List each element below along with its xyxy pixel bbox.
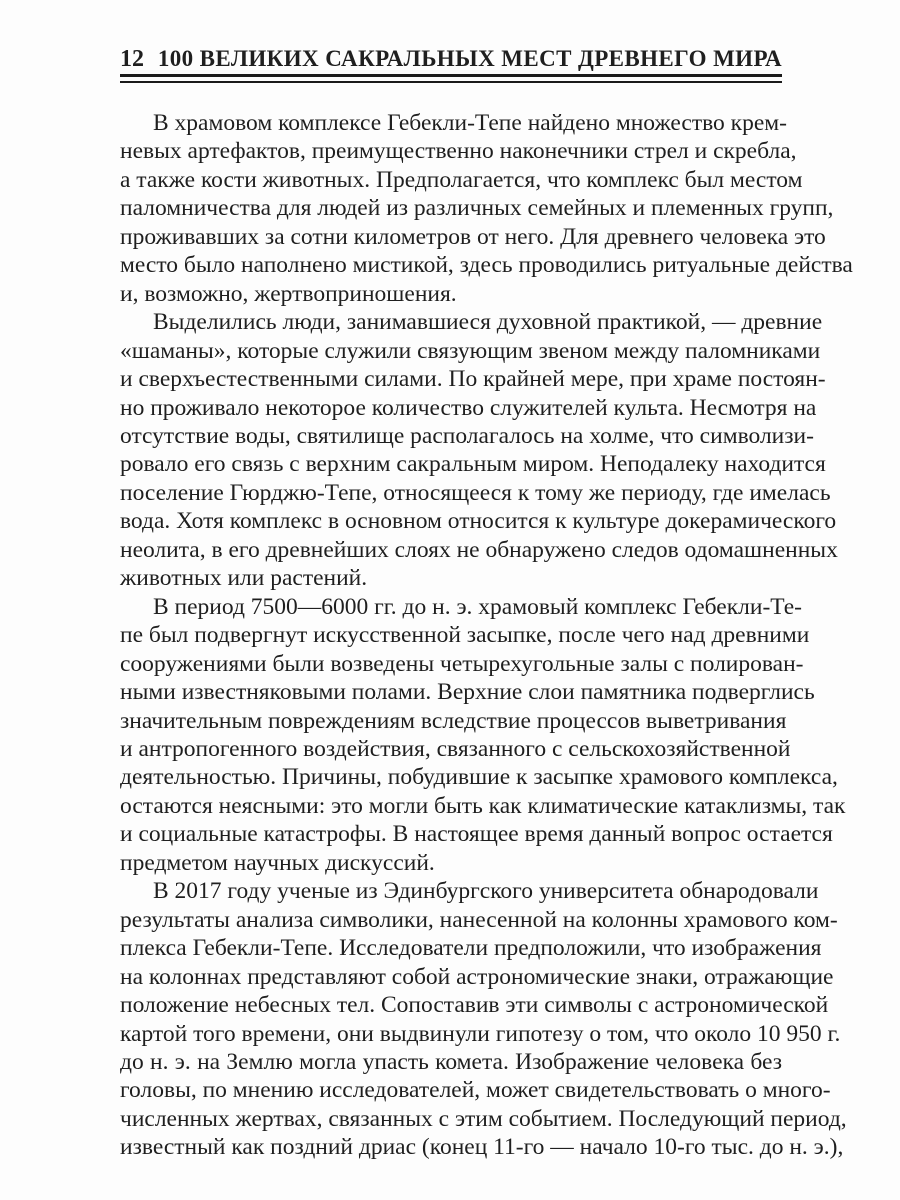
text-line: и социальные катастрофы. В настоящее время данный вопрос остается [120,821,833,848]
paragraph [120,109,853,308]
text-line: а также кости животных. Предполагается, что комплекс был местом [120,166,803,193]
text-line: отсутствие воды, святилище располагалось на холме, что символизи- [120,422,814,449]
text-line: невых артефактов, преимущественно наконечники стрел и скребла, [120,138,797,165]
text-line: вода. Хотя комплекс в основном относится к культуре докерамического [120,508,837,535]
text-line: сооружениями были возведены четырехугольные залы с полирован- [120,650,804,677]
page-number: 12 [120,46,144,72]
text-line: картой того времени, они выдвинули гипотезу о том, что около 10 950 г. [120,1020,841,1047]
text-line: животных или растений. [120,565,368,592]
text-line: ными известняковыми полами. Верхние слои памятника подверглись [120,679,815,706]
body-text [120,109,853,1162]
text-line: положение небесных тел. Сопоставив эти символы с астрономической [120,992,829,1019]
text-line: В 2017 году ученые из Эдинбургского университета обнародовали [153,878,819,905]
paragraph [120,308,838,593]
text-line: плекса Гебекли-Тепе. Исследователи предположили, что изображения [120,935,822,962]
text-line: численных жертвах, связанных с этим событием. Последующий период, [120,1105,847,1132]
text-line: «шаманы», которые служили связующим звеном между паломниками [120,337,821,364]
paragraph [120,877,847,1162]
text-line: до н. э. на Землю могла упасть комета. Изображение человека без [120,1048,782,1075]
text-line: но проживало некоторое количество служителей культа. Несмотря на [120,394,817,421]
text-line: на колоннах представляют собой астрономические знаки, отражающие [120,963,834,990]
text-line: деятельностью. Причины, побудившие к засыпке храмового комплекса, [120,764,838,791]
text-line: проживавших за сотни километров от него. Для древнего человека это [120,223,826,250]
text-line: остаются неясными: это могли быть как климатические катаклизмы, так [120,792,846,819]
text-line: и антропогенного воздействия, связанного с сельскохозяйственной [120,735,791,762]
page-content [120,46,853,1162]
text-line: неолита, в его древнейших слоях не обнаружено следов одомашненных [120,536,838,563]
text-line: паломничества для людей из различных семейных и племенных групп, [120,195,834,222]
text-line: В период 7500—6000 гг. до н. э. храмовый комплекс Гебекли-Те- [153,593,803,620]
text-line: и сверхъестественными силами. По крайней мере, при храме постоян- [120,366,826,393]
text-line: В храмовом комплексе Гебекли-Тепе найдено множество крем- [153,110,787,136]
text-line: результаты анализа символики, нанесенной на колонны храмового ком- [120,906,838,933]
text-line: предметом научных дискуссий. [120,849,435,876]
text-line: и, возможно, жертвоприношения. [120,280,457,307]
text-line: место было наполнено мистикой, здесь проводились ритуальные действа [120,252,853,279]
text-line: ровало его связь с верхним сакральным миром. Неподалеку находится [120,451,826,478]
page-header [120,47,782,71]
text-line: значительным повреждениям вследствие процессов выветривания [120,707,787,734]
text-line: головы, по мнению исследователей, может свидетельствовать о много- [120,1077,831,1104]
running-title: 100 ВЕЛИКИХ САКРАЛЬНЫХ МЕСТ ДРЕВНЕГО МИРА [157,46,782,71]
paragraph [120,593,846,878]
text-line: известный как поздний дриас (конец 11-го — начало 10-го тыс. до н. э.), [120,1134,844,1161]
text-line: поселение Гюрджю-Тепе, относящееся к тому же периоду, где имелась [120,479,831,506]
header-rule [120,74,782,83]
text-line: Выделились люди, занимавшиеся духовной практикой, — древние [153,309,823,336]
text-line: пе был подвергнут искусственной засыпке, после чего над древними [120,622,810,649]
